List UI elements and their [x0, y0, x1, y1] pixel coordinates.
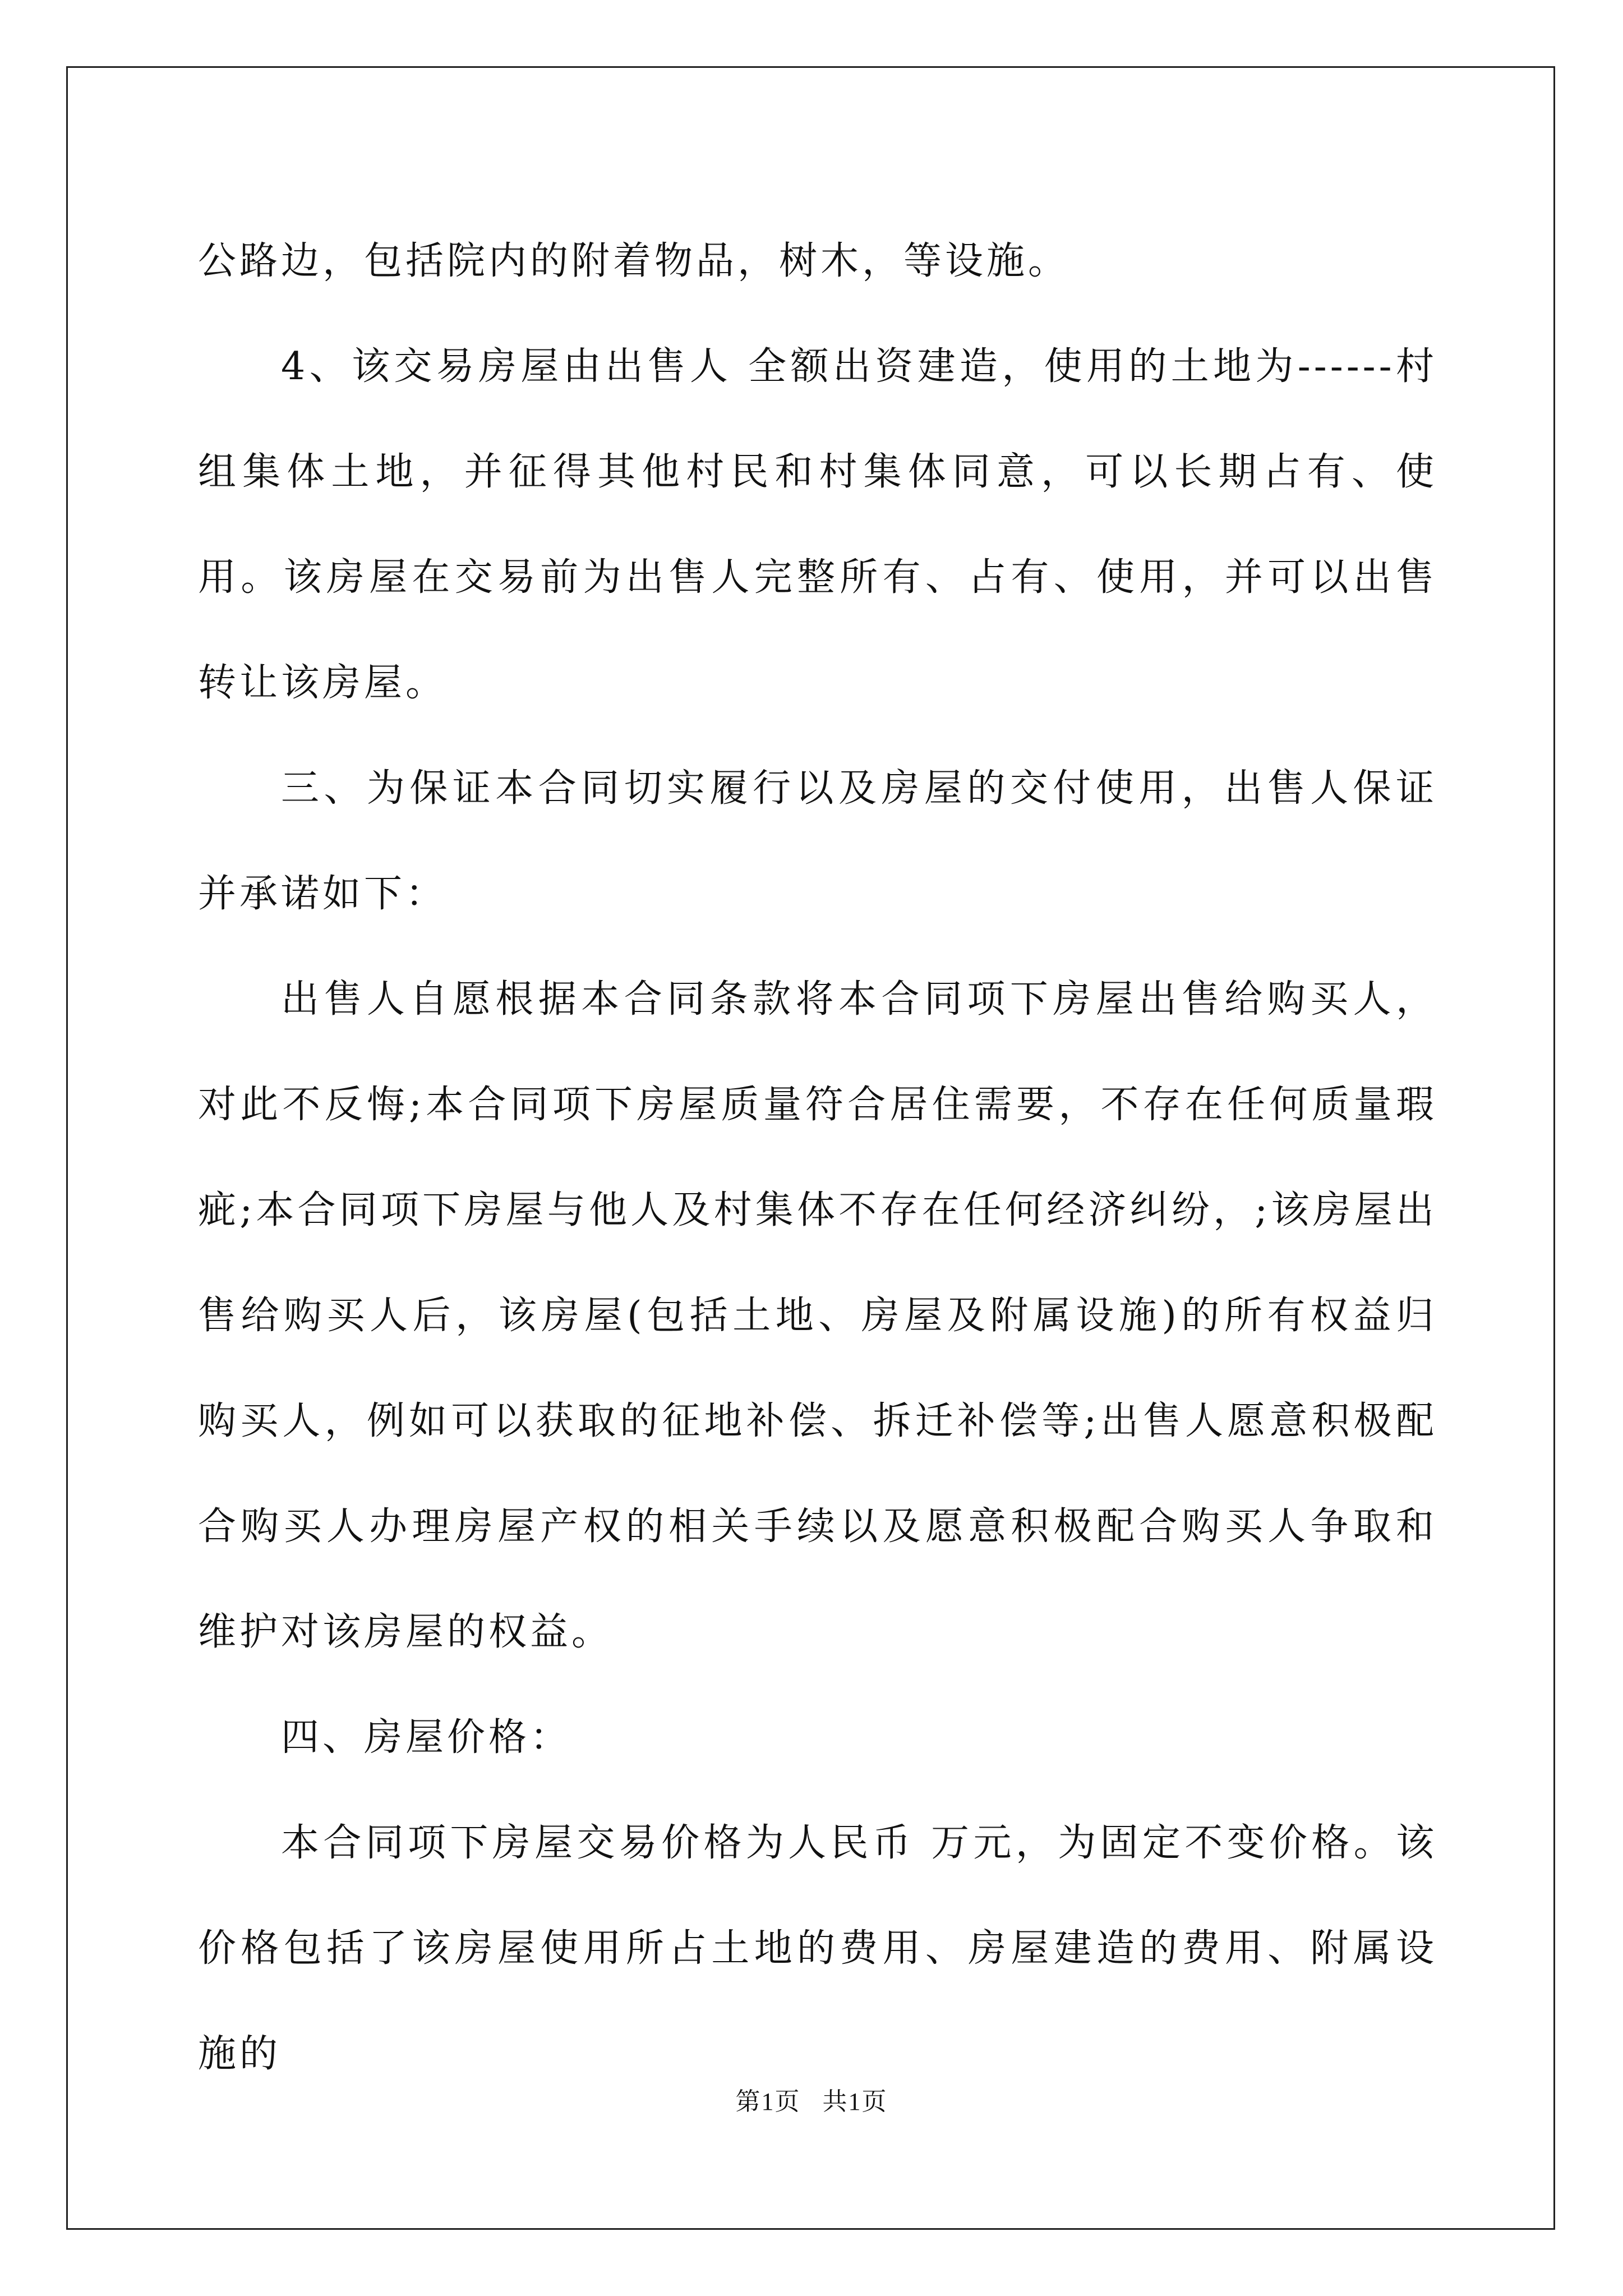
paragraph: 本合同项下房屋交易价格为人民币 万元，为固定不变价格。该价格包括了该房屋使用所占土地的费用、房屋建造的费用、附属设施的 [198, 1821, 1437, 2076]
page-footer [0, 2081, 1623, 2117]
paragraph: 四、房屋价格： [281, 1715, 572, 1760]
paragraph: 公路边，包括院内的附着物品，树木，等设施。 [198, 239, 1070, 283]
paragraph: 出售人自愿根据本合同条款将本合同项下房屋出售给购买人，对此不反悔;本合同项下房屋质量符合居住需要，不存在任何质量瑕疵;本合同项下房屋与他人及村集体不存在任何经济纠纷，;该房屋出售给购买人后，该房屋(包括土地、房屋及附属设施)的所有权益归购买人，例如可以获取的征地补偿、拆迁补偿等;出售人愿意积极配合购买人办理房屋产权的相关手续以及愿意积极配合购买人争取和维护对该房屋的权益。 [198, 977, 1437, 1654]
paragraph: 三、为保证本合同切实履行以及房屋的交付使用，出售人保证并承诺如下： [198, 766, 1437, 916]
paragraph: 4、该交易房屋由出售人 全额出资建造，使用的土地为------村组集体土地，并征得其他村民和村集体同意，可以长期占有、使用。该房屋在交易前为出售人完整所有、占有、使用，并可以出售转让该房屋。 [198, 344, 1437, 705]
document-body [198, 209, 1437, 2107]
page-total: 共1页 [822, 2088, 888, 2115]
page-number: 第1页 [735, 2088, 801, 2115]
